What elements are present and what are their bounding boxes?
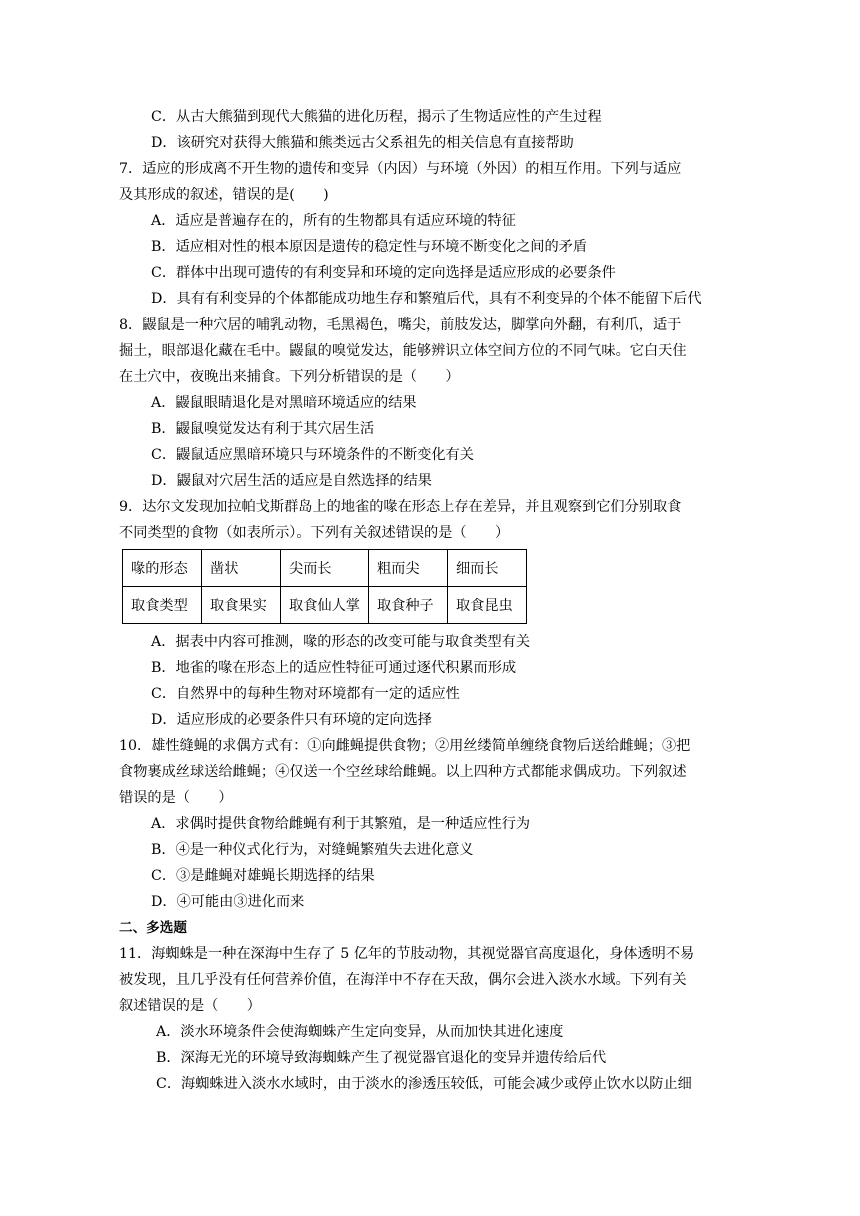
answer-option: C．海蜘蛛进入淡水水域时，由于淡水的渗透压较低，可能会减少或停止饮水以防止细 <box>156 1076 692 1092</box>
answer-option: C．群体中出现可遗传的有利变异和环境的定向选择是适应形成的必要条件 <box>151 265 616 281</box>
answer-option: A．据表中内容可推测，喙的形态的改变可能与取食类型有关 <box>151 634 531 650</box>
table-cell: 尖而长 <box>281 550 369 587</box>
question-block-bottom <box>119 941 741 1097</box>
question-text: 错误的是（ ） <box>119 790 233 806</box>
table-row-header: 取食类型 <box>123 587 202 624</box>
table-cell: 粗而尖 <box>368 550 447 587</box>
answer-option: A．淡水环境条件会使海蜘蛛产生定向变异，从而加快其进化速度 <box>156 1024 564 1040</box>
answer-option: D．鼹鼠对穴居生活的适应是自然选择的结果 <box>151 473 432 489</box>
answer-option: B．鼹鼠嗅觉发达有利于其穴居生活 <box>151 421 375 437</box>
table-cell: 取食种子 <box>368 587 447 624</box>
question-text: 不同类型的食物（如表所示）。下列有关叙述错误的是（ ） <box>119 525 510 541</box>
question-text: 11．海蜘蛛是一种在深海中生存了 5 亿年的节肢动物，其视觉器官高度退化，身体透明不易 <box>119 946 695 962</box>
section-heading: 二、多选题 <box>119 920 187 936</box>
question-text: 及其形成的叙述，错误的是( ) <box>119 187 329 203</box>
answer-option: D．具有有利变异的个体都能成功地生存和繁殖后代，具有不利变异的个体不能留下后代 <box>151 291 702 307</box>
answer-option: B．适应相对性的根本原因是遗传的稳定性与环境不断变化之间的矛盾 <box>151 239 588 255</box>
table-row-header: 喙的形态 <box>123 550 202 587</box>
question-text: 叙述错误的是（ ） <box>119 998 261 1014</box>
answer-option: A．鼹鼠眼睛退化是对黑暗环境适应的结果 <box>151 395 417 411</box>
answer-option: B．④是一种仪式化行为，对缝蝇繁殖失去进化意义 <box>151 842 474 858</box>
answer-option: C．自然界中的每种生物对环境都有一定的适应性 <box>151 686 460 702</box>
question-text: 被发现，且几乎没有任何营养价值，在海洋中不存在天敌，偶尔会进入淡水水域。下列有关 <box>119 972 687 988</box>
question-text: 掘土，眼部退化藏在毛中。鼹鼠的嗅觉发达，能够辨识立体空间方位的不同气味。它白天住 <box>119 343 687 359</box>
answer-option: D．④可能由③进化而来 <box>151 894 305 910</box>
answer-option: D．该研究对获得大熊猫和熊类远古父系祖先的相关信息有直接帮助 <box>151 135 574 151</box>
question-text: 7．适应的形成离不开生物的遗传和变异（内因）与环境（外因）的相互作用。下列与适应 <box>119 161 682 177</box>
beak-food-table <box>122 549 527 624</box>
question-block-mid <box>119 629 741 915</box>
table-cell: 细而长 <box>447 550 526 587</box>
answer-option: D．适应形成的必要条件只有环境的定向选择 <box>151 712 432 728</box>
answer-option: C．③是雌蝇对雄蝇长期选择的结果 <box>151 868 375 884</box>
answer-option: A．求偶时提供食物给雌蝇有利于其繁殖，是一种适应性行为 <box>151 816 531 832</box>
answer-option: A．适应是普遍存在的，所有的生物都具有适应环境的特征 <box>151 213 516 229</box>
table-row <box>123 587 527 624</box>
question-text: 9．达尔文发现加拉帕戈斯群岛上的地雀的喙在形态上存在差异，并且观察到它们分别取食 <box>119 499 682 515</box>
answer-option: C．鼹鼠适应黑暗环境只与环境条件的不断变化有关 <box>151 447 474 463</box>
question-text: 10．雄性缝蝇的求偶方式有：①向雌蝇提供食物；②用丝缕简单缠绕食物后送给雌蝇；③把 <box>119 738 691 754</box>
question-block-top <box>119 104 741 546</box>
question-text: 在土穴中，夜晚出来捕食。下列分析错误的是（ ） <box>119 369 460 385</box>
question-text: 8．鼹鼠是一种穴居的哺乳动物，毛黑褐色，嘴尖，前肢发达，脚掌向外翻，有利爪，适于 <box>119 317 682 333</box>
answer-option: B．深海无光的环境导致海蜘蛛产生了视觉器官退化的变异并遗传给后代 <box>156 1050 607 1066</box>
table-cell: 取食仙人掌 <box>281 587 369 624</box>
answer-option: C．从古大熊猫到现代大熊猫的进化历程，揭示了生物适应性的产生过程 <box>151 109 602 125</box>
table-cell: 取食昆虫 <box>447 587 526 624</box>
table-cell: 取食果实 <box>202 587 281 624</box>
table-cell: 凿状 <box>202 550 281 587</box>
question-text: 食物裹成丝球送给雌蝇；④仅送一个空丝球给雌蝇。以上四种方式都能求偶成功。下列叙述 <box>119 764 687 780</box>
document-content <box>119 104 741 1097</box>
table-row <box>123 550 527 587</box>
answer-option: B．地雀的喙在形态上的适应性特征可通过逐代积累而形成 <box>151 660 517 676</box>
